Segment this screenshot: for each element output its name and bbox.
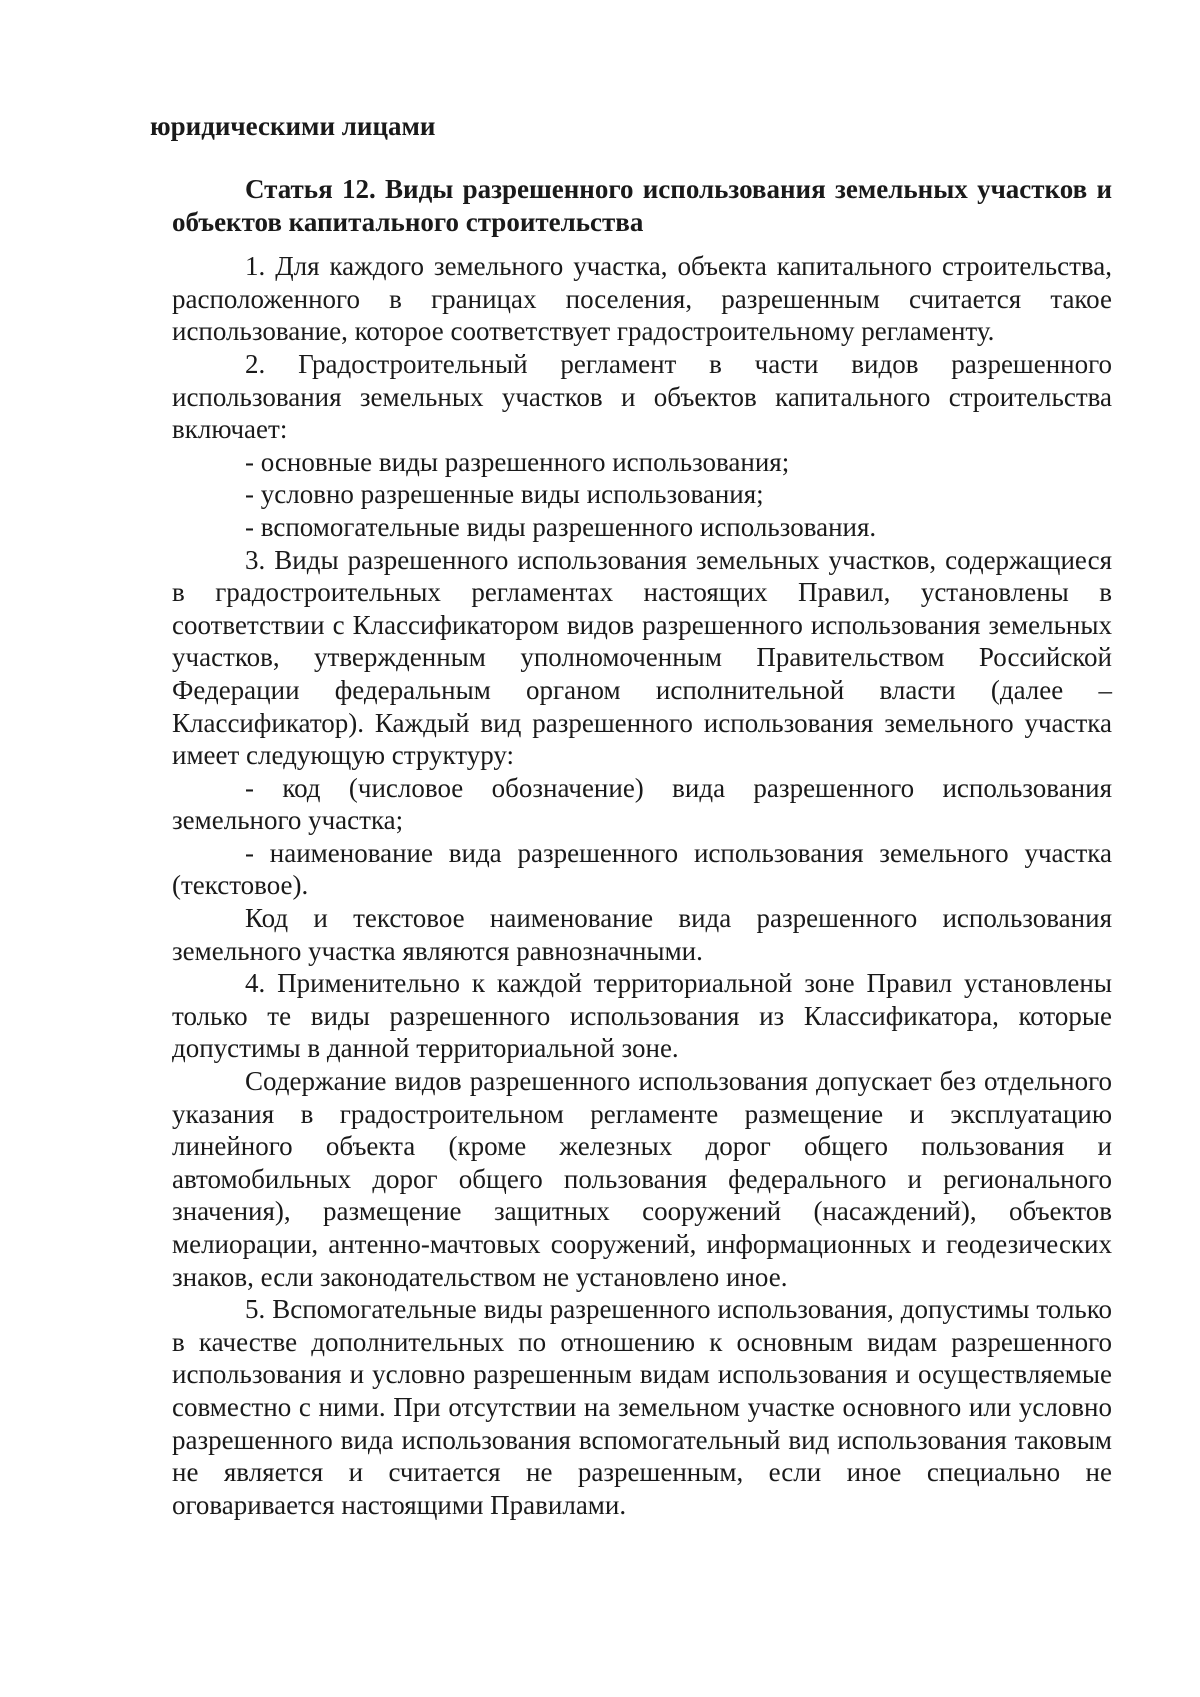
article-body xyxy=(172,173,1112,1521)
list-item-name: - наименование вида разрешенного использования земельного участка (текстовое). xyxy=(172,837,1112,901)
list-item-main-uses: - основные виды разрешенного использования; xyxy=(245,446,790,477)
paragraph-1: 1. Для каждого земельного участка, объекта капитального строительства, расположенного в границах поселения, разрешенным считается такое использование, которое соответствует градостроительному регламенту. xyxy=(172,251,1112,347)
list-item-conditional-uses: - условно разрешенные виды использования; xyxy=(245,479,764,510)
paragraph-5: 5. Вспомогательные виды разрешенного использования, допустимы только в качестве дополнительных по отношению к основным видам разрешенного использования и условно разрешенным видам использования и осуществляемые совместно с ними. При отсутствии на земельном участке основного или условно разрешенного вида использования вспомогательный вид использования таковым не является и считается не разрешенным, если иное специально не оговаривается настоящими Правилами. xyxy=(172,1294,1112,1520)
paragraph-2: 2. Градостроительный регламент в части видов разрешенного использования земельных участков и объектов капитального строительства включает: xyxy=(172,348,1112,445)
list-item-code: - код (числовое обозначение) вида разрешенного использования земельного участка; xyxy=(172,772,1112,836)
paragraph-3: 3. Виды разрешенного использования земельных участков, содержащиеся в градостроительных регламентах настоящих Правил, установлены в соответствии с Классификатором видов разрешенного использования земельных участков, утвержденным уполномоченным Правительством Российской Федерации федеральным органом исполнительной власти (далее – Классификатор). Каждый вид разрешенного использования земельного участка имеет следующую структуру: xyxy=(172,544,1112,771)
paragraph-4: 4. Применительно к каждой территориальной зоне Правил установлены только те виды разрешенного использования из Классификатора, которые допустимы в данной территориальной зоне. xyxy=(172,968,1112,1064)
article-title: Статья 12. Виды разрешенного использования земельных участков и объектов капитального строительства xyxy=(172,174,1112,237)
previous-heading-fragment: юридическими лицами xyxy=(150,111,436,141)
paragraph-code-equivalence: Код и текстовое наименование вида разрешенного использования земельного участка являются равнозначными. xyxy=(172,903,1112,966)
paragraph-content-of-uses: Содержание видов разрешенного использования допускает без отдельного указания в градостроительном регламенте размещение и эксплуатацию линейного объекта (кроме железных дорог общего пользования и автомобильных дорог общего пользования федерального и регионального значения), размещение защитных сооружений (насаждений), объектов мелиорации, антенно-мачтовых сооружений, информационных и геодезических знаков, если законодательством не установлено иное. xyxy=(172,1066,1112,1292)
list-item-auxiliary-uses: - вспомогательные виды разрешенного использования. xyxy=(245,511,877,542)
